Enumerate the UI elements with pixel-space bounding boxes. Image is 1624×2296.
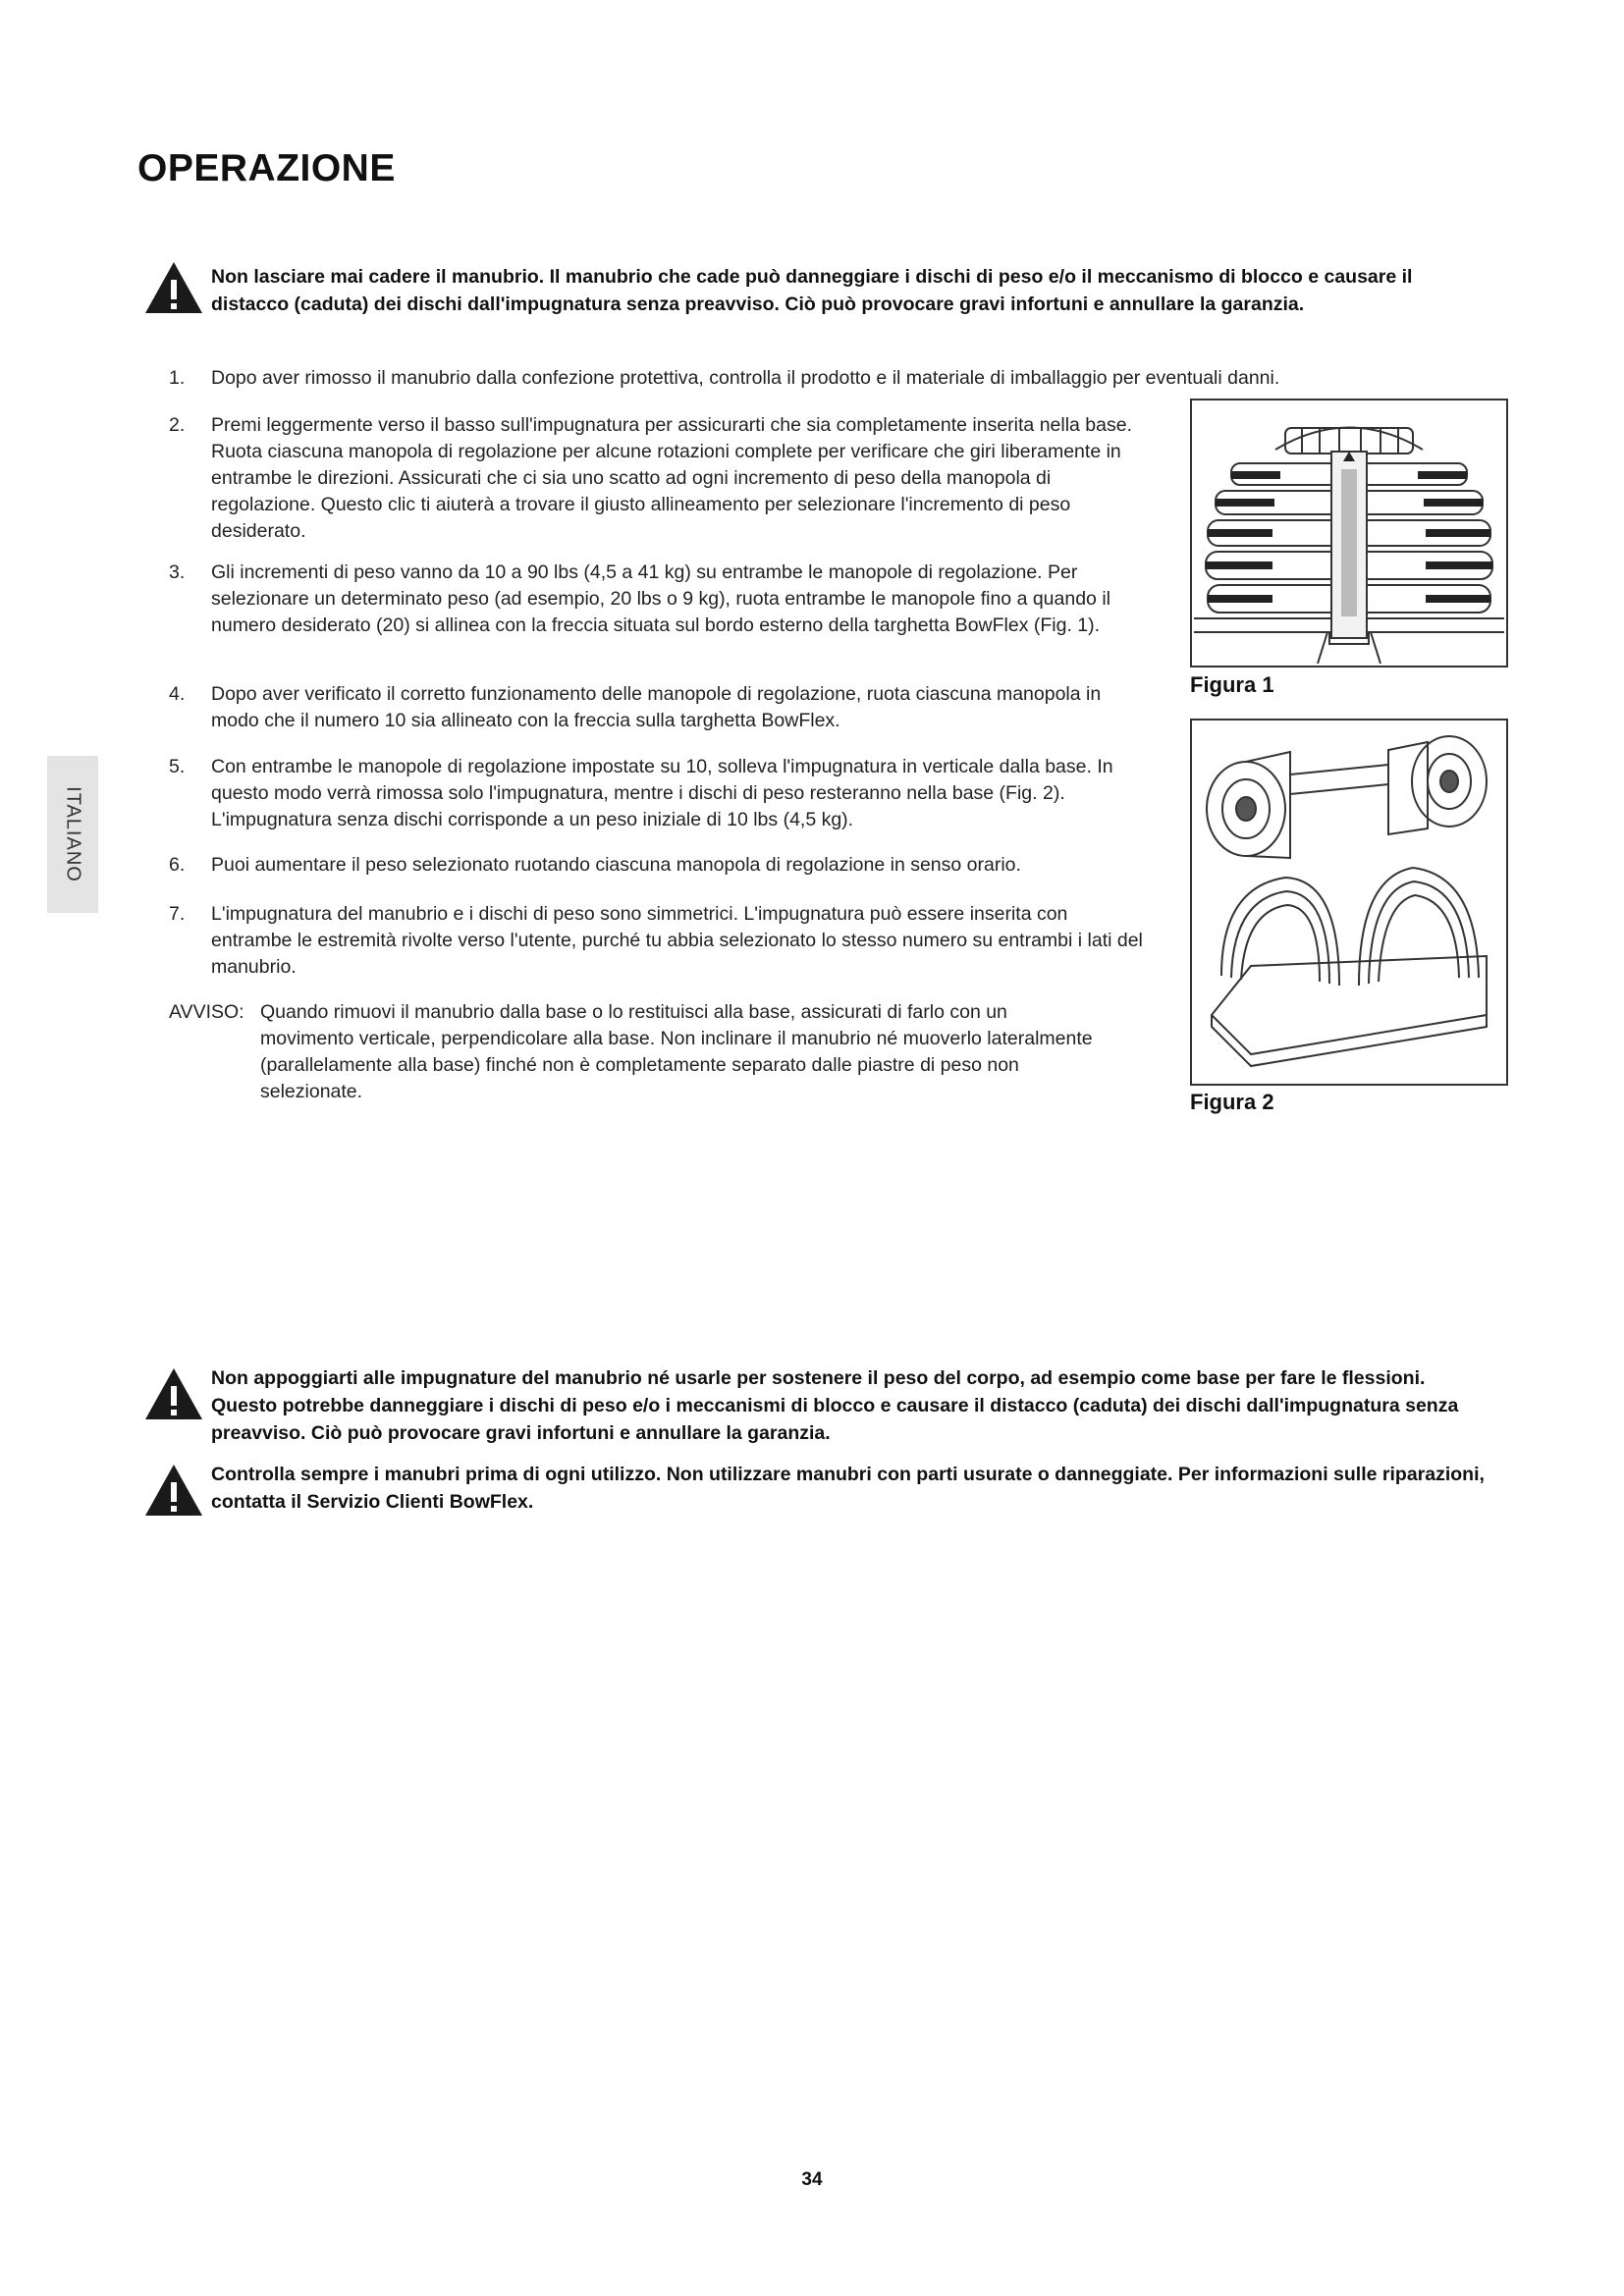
step-text: Dopo aver rimosso il manubrio dalla confezione protettiva, controlla il prodotto e il materiale di imballaggio per eventuali danni. bbox=[211, 367, 1280, 389]
step-number: 4. bbox=[169, 683, 186, 705]
step-number: 2. bbox=[169, 414, 186, 436]
notice-text: Quando rimuovi il manubrio dalla base o lo restituisci alla base, assicurati di farlo con un movimento verticale, perpendicolare alla base. Non inclinare il manubrio né muoverlo lateralmente (parallelamente alla base) finché non è completamente separato dalle piastre di peso non selezionate. bbox=[260, 1001, 1093, 1102]
figure-1-caption: Figura 1 bbox=[1190, 672, 1274, 697]
step-text: L'impugnatura del manubrio e i dischi di peso sono simmetrici. L'impugnatura può essere inserita con entrambe le estremità rivolte verso l'utente, purché tu abbia selezionato lo stesso numero su entrambi i lati del manubrio. bbox=[211, 903, 1143, 978]
dumbbell-base-illustration bbox=[1192, 721, 1506, 1084]
page-title: OPERAZIONE bbox=[137, 147, 396, 189]
step-text: Premi leggermente verso il basso sull'impugnatura per assicurarti che sia completamente inserita nella base. Ruota ciascuna manopola di regolazione per alcune rotazioni complete per verificare che giri liberamente in entrambe le direzioni. Assicurati che ci sia uno scatto ad ogni incremento di peso della manopola di regolazione. Questo clic ti aiuterà a trovare il giusto allineamento per selezionare l'incremento di peso desiderato. bbox=[211, 414, 1133, 542]
figure-2-image bbox=[1190, 719, 1508, 1086]
notice-label: AVVISO: bbox=[169, 1001, 244, 1023]
step-number: 6. bbox=[169, 854, 186, 876]
step-number: 5. bbox=[169, 756, 186, 777]
warning-triangle-icon bbox=[143, 260, 204, 315]
step-text: Puoi aumentare il peso selezionato ruotando ciascuna manopola di regolazione in senso orario. bbox=[211, 854, 1021, 876]
step-text: Gli incrementi di peso vanno da 10 a 90 lbs (4,5 a 41 kg) su entrambe le manopole di regolazione. Per selezionare un determinato peso (ad esempio, 20 lbs o 9 kg), ruota entrambe le manopole fino a quando il numero desiderato (20) si allinea con la freccia situata sul bordo esterno della targhetta BowFlex (Fig. 1). bbox=[211, 561, 1110, 636]
step-text: Con entrambe le manopole di regolazione impostate su 10, solleva l'impugnatura in verticale dalla base. In questo modo verrà rimossa solo l'impugnatura, mentre i dischi di peso resteranno nella base (Fig. 2). L'impugnatura senza dischi corrisponde a un peso iniziale di 10 lbs (4,5 kg). bbox=[211, 756, 1113, 830]
warning-inspect-dumbbells: Controlla sempre i manubri prima di ogni utilizzo. Non utilizzare manubri con parti usurate o danneggiate. Per informazioni sulle riparazioni, contatta il Servizio Clienti BowFlex. bbox=[211, 1464, 1485, 1513]
figure-1-image bbox=[1190, 399, 1508, 667]
dumbbell-dial-illustration bbox=[1192, 400, 1506, 666]
step-number: 1. bbox=[169, 367, 186, 389]
warning-triangle-icon bbox=[143, 1463, 204, 1518]
page-number: 34 bbox=[801, 2169, 823, 2190]
warning-triangle-icon bbox=[143, 1366, 204, 1421]
step-text: Dopo aver verificato il corretto funzionamento delle manopole di regolazione, ruota ciascuna manopola in modo che il numero 10 sia allineato con la freccia sulla targhetta BowFlex. bbox=[211, 683, 1102, 731]
figure-2-caption: Figura 2 bbox=[1190, 1090, 1274, 1114]
language-tab-label: ITALIANO bbox=[62, 786, 84, 882]
step-number: 3. bbox=[169, 561, 186, 583]
step-number: 7. bbox=[169, 903, 186, 925]
language-side-tab bbox=[47, 756, 98, 913]
warning-no-pushups: Non appoggiarti alle impugnature del manubrio né usarle per sostenere il peso del corpo, ad esempio come base per fare le flessioni. Questo potrebbe danneggiare i dischi di peso e/o i meccanismi di blocco e causare il distacco (caduta) dei dischi dall'impugnatura senza preavviso. Ciò può provocare gravi infortuni e annullare la garanzia. bbox=[211, 1367, 1459, 1444]
warning-drop-dumbbell: Non lasciare mai cadere il manubrio. Il manubrio che cade può danneggiare i dischi di peso e/o il meccanismo di blocco e causare il distacco (caduta) dei dischi dall'impugnatura senza preavviso. Ciò può provocare gravi infortuni e annullare la garanzia. bbox=[211, 266, 1413, 315]
